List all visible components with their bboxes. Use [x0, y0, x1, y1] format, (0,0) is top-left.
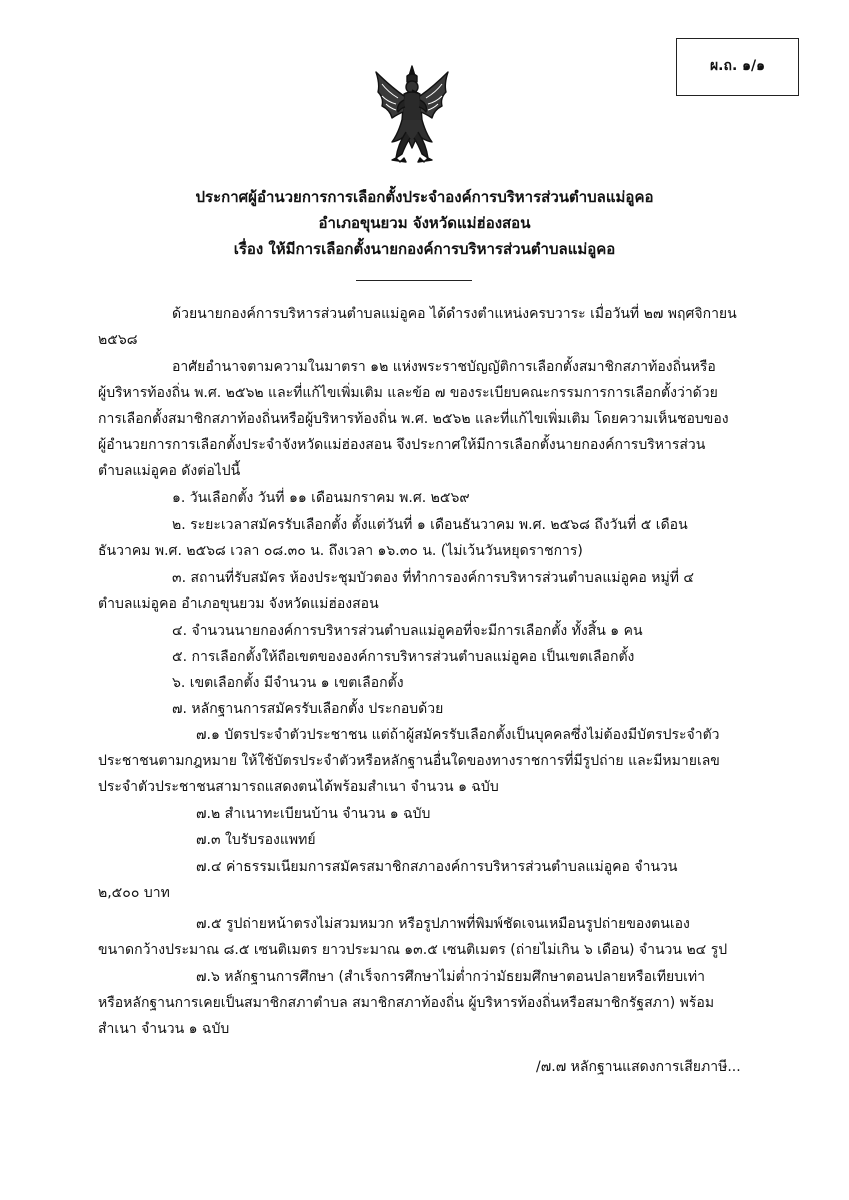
announcement-title-line2: อำเภอขุนยวม จังหวัดแม่ฮ่องสอน — [318, 214, 531, 232]
item-7-5-line-2: ขนาดกว้างประมาณ ๘.๕ เซนติเมตร ยาวประมาณ ๑๓.๕ เซนติเมตร (ถ่ายไม่เกิน ๖ เดือน) จำนวน ๒๔ รูป — [98, 942, 728, 958]
paragraph-1-line-2: ๒๕๖๘ — [98, 332, 138, 348]
item-7: ๗. หลักฐานการสมัครรับเลือกตั้ง ประกอบด้วย — [172, 701, 444, 717]
item-2-line-2: ธันวาคม พ.ศ. ๒๕๖๘ เวลา ๐๘.๓๐ น. ถึงเวลา ๑๖.๓๐ น. (ไม่เว้นวันหยุดราชการ) — [98, 543, 583, 559]
announcement-title-line1: ประกาศผู้อำนวยการการเลือกตั้งประจำองค์การบริหารส่วนตำบลแม่อูคอ — [195, 188, 654, 206]
item-7-4-line-2: ๒,๕๐๐ บาท — [98, 885, 170, 901]
item-3-line-2: ตำบลแม่อูคอ อำเภอขุนยวม จังหวัดแม่ฮ่องสอน — [98, 596, 379, 612]
paragraph-1-line-1: ด้วยนายกองค์การบริหารส่วนตำบลแม่อูคอ ได้ดำรงตำแหน่งครบวาระ เมื่อวันที่ ๒๗ พฤศจิกายน — [172, 306, 737, 322]
paragraph-2-line-4: ผู้อำนวยการการเลือกตั้งประจำจังหวัดแม่ฮ่องสอน จึงประกาศให้มีการเลือกตั้งนายกองค์การบริหารส่วน — [98, 437, 706, 453]
item-7-6-line-2: หรือหลักฐานการเคยเป็นสมาชิกสภาตำบล สมาชิกสภาท้องถิ่น ผู้บริหารท้องถิ่นหรือสมาชิกรัฐสภา) พร้อม — [98, 995, 715, 1011]
paragraph-2-line-5: ตำบลแม่อูคอ ดังต่อไปนี้ — [98, 463, 241, 479]
item-7-5-line-1: ๗.๕ รูปถ่ายหน้าตรงไม่สวมหมวก หรือรูปภาพที่พิมพ์ชัดเจนเหมือนรูปถ่ายของตนเอง — [196, 916, 690, 932]
continuation-note: /๗.๗ หลักฐานแสดงการเสียภาษี... — [536, 1059, 741, 1075]
item-7-6-line-1: ๗.๖ หลักฐานการศึกษา (สำเร็จการศึกษาไม่ต่ำกว่ามัธยมศึกษาตอนปลายหรือเทียบเท่า — [196, 969, 706, 985]
item-4: ๔. จำนวนนายกองค์การบริหารส่วนตำบลแม่อูคอที่จะมีการเลือกตั้ง ทั้งสิ้น ๑ คน — [172, 623, 643, 639]
paragraph-2-line-3: การเลือกตั้งสมาชิกสภาท้องถิ่นหรือผู้บริหารท้องถิ่น พ.ศ. ๒๕๖๒ และที่แก้ไขเพิ่มเติม โดยความเห็นชอบของ — [98, 411, 729, 427]
item-7-3: ๗.๓ ใบรับรองแพทย์ — [196, 832, 316, 848]
item-7-1-line-1: ๗.๑ บัตรประจำตัวประชาชน แต่ถ้าผู้สมัครรับเลือกตั้งเป็นบุคคลซึ่งไม่ต้องมีบัตรประจำตัว — [196, 727, 720, 743]
item-3-line-1: ๓. สถานที่รับสมัคร ห้องประชุมบัวตอง ที่ทำการองค์การบริหารส่วนตำบลแม่อูคอ หมู่ที่ ๔ — [172, 570, 694, 586]
paragraph-2-line-1: อาศัยอำนาจตามความในมาตรา ๑๒ แห่งพระราชบัญญัติการเลือกตั้งสมาชิกสภาท้องถิ่นหรือ — [172, 359, 716, 375]
paragraph-2-line-2: ผู้บริหารท้องถิ่น พ.ศ. ๒๕๖๒ และที่แก้ไขเพิ่มเติม และข้อ ๗ ของระเบียบคณะกรรมการการเลือกตั้งว่าด้วย — [98, 385, 718, 401]
announcement-subject: เรื่อง ให้มีการเลือกตั้งนายกองค์การบริหารส่วนตำบลแม่อูคอ — [233, 240, 616, 258]
item-7-1-line-2: ประชาชนตามกฎหมาย ให้ใช้บัตรประจำตัวหรือหลักฐานอื่นใดของทางราชการที่มีรูปถ่าย และมีหมายเลข — [98, 753, 720, 769]
item-5: ๕. การเลือกตั้งให้ถือเขตขององค์การบริหารส่วนตำบลแม่อูคอ เป็นเขตเลือกตั้ง — [172, 649, 635, 665]
garuda-emblem — [368, 62, 456, 168]
item-7-6-line-3: สำเนา จำนวน ๑ ฉบับ — [98, 1021, 230, 1037]
item-7-2: ๗.๒ สำเนาทะเบียนบ้าน จำนวน ๑ ฉบับ — [196, 806, 431, 822]
item-7-4-line-1: ๗.๔ ค่าธรรมเนียมการสมัครสมาชิกสภาองค์การบริหารส่วนตำบลแม่อูคอ จำนวน — [196, 859, 678, 875]
form-code-box: ผ.ถ. ๑/๑ — [676, 38, 799, 96]
item-6: ๖. เขตเลือกตั้ง มีจำนวน ๑ เขตเลือกตั้ง — [172, 675, 404, 691]
item-7-1-line-3: ประจำตัวประชาชนสามารถแสดงตนได้พร้อมสำเนา จำนวน ๑ ฉบับ — [98, 779, 499, 795]
item-2-line-1: ๒. ระยะเวลาสมัครรับเลือกตั้ง ตั้งแต่วันที่ ๑ เดือนธันวาคม พ.ศ. ๒๕๖๘ ถึงวันที่ ๕ เดือน — [172, 517, 688, 533]
title-divider — [356, 280, 472, 281]
item-1-election-date: ๑. วันเลือกตั้ง วันที่ ๑๑ เดือนมกราคม พ.ศ. ๒๕๖๙ — [172, 490, 470, 506]
